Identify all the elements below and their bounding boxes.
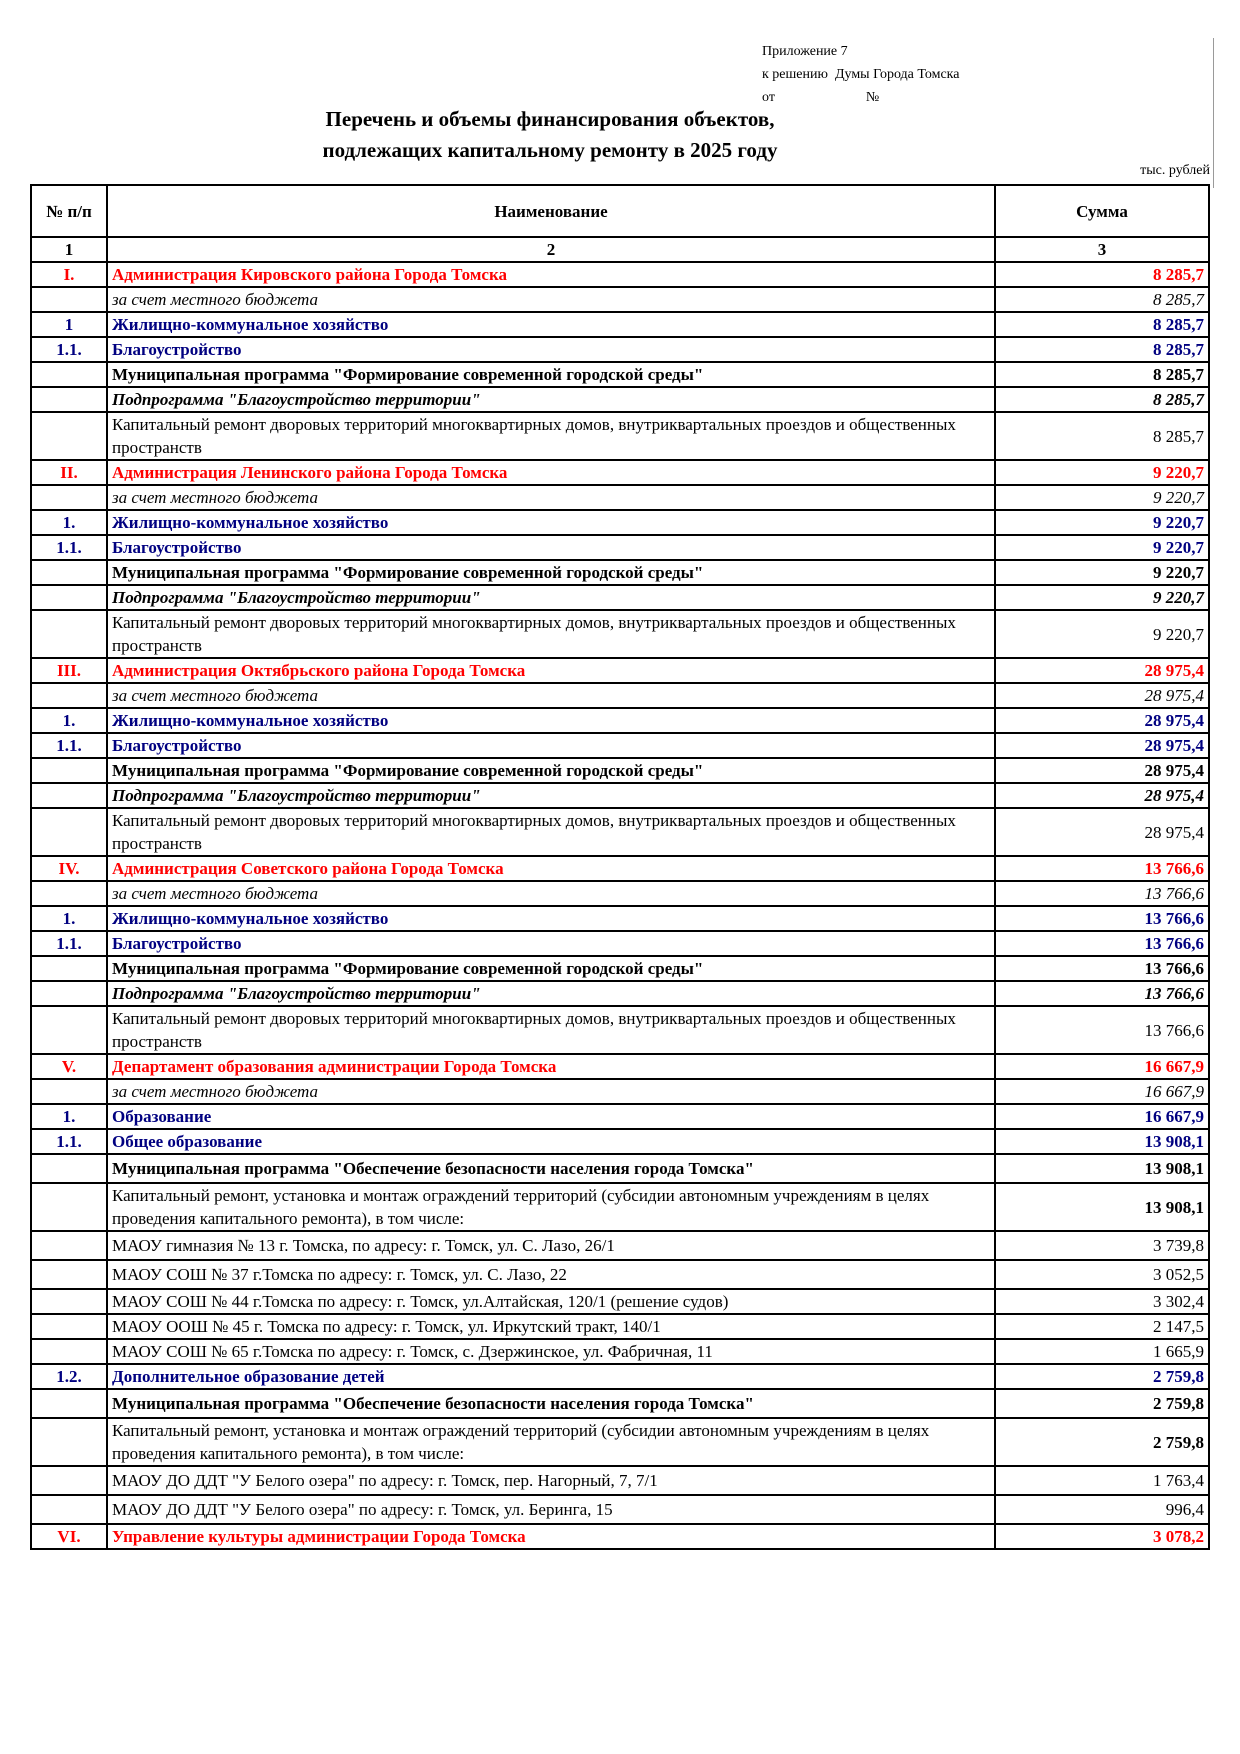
table-row xyxy=(31,485,1209,510)
row-name: Подпрограмма "Благоустройство территории" xyxy=(107,585,995,610)
row-sum: 13 908,1 xyxy=(995,1129,1209,1154)
row-name: МАОУ СОШ № 44 г.Томска по адресу: г. Томск, ул.Алтайская, 120/1 (решение судов) xyxy=(107,1289,995,1314)
row-sum: 8 285,7 xyxy=(995,337,1209,362)
row-name: Муниципальная программа "Формирование современной городской среды" xyxy=(107,758,995,783)
row-number xyxy=(31,881,107,906)
row-name: за счет местного бюджета xyxy=(107,683,995,708)
row-number xyxy=(31,362,107,387)
row-sum: 13 766,6 xyxy=(995,856,1209,881)
row-name: Капитальный ремонт, установка и монтаж ограждений территорий (субсидии автономным учреждениям в целях проведения капитального ремонта), в том числе: xyxy=(107,1183,995,1231)
row-name: Департамент образования администрации Города Томска xyxy=(107,1054,995,1079)
row-name: Благоустройство xyxy=(107,535,995,560)
row-sum: 2 759,8 xyxy=(995,1389,1209,1418)
row-name: Администрация Советского района Города Томска xyxy=(107,856,995,881)
row-name: Администрация Ленинского района Города Томска xyxy=(107,460,995,485)
row-name: Жилищно-коммунальное хозяйство xyxy=(107,906,995,931)
row-number xyxy=(31,683,107,708)
row-number xyxy=(31,1006,107,1054)
table-row xyxy=(31,1260,1209,1289)
table-row xyxy=(31,1154,1209,1183)
row-name: за счет местного бюджета xyxy=(107,485,995,510)
row-name: Общее образование xyxy=(107,1129,995,1154)
table-row xyxy=(31,362,1209,387)
row-sum: 9 220,7 xyxy=(995,485,1209,510)
row-number xyxy=(31,387,107,412)
table-row xyxy=(31,1314,1209,1339)
row-number: IV. xyxy=(31,856,107,881)
row-sum: 13 908,1 xyxy=(995,1183,1209,1231)
row-name: Капитальный ремонт, установка и монтаж ограждений территорий (субсидии автономным учреждениям в целях проведения капитального ремонта), в том числе: xyxy=(107,1418,995,1466)
row-sum: 16 667,9 xyxy=(995,1079,1209,1104)
table-row xyxy=(31,1006,1209,1054)
table-row xyxy=(31,1129,1209,1154)
table-row xyxy=(31,460,1209,485)
row-name: МАОУ СОШ № 37 г.Томска по адресу: г. Томск, ул. С. Лазо, 22 xyxy=(107,1260,995,1289)
title-line-2: подлежащих капитальному ремонту в 2025 году xyxy=(322,138,778,162)
table-row xyxy=(31,658,1209,683)
row-sum: 1 763,4 xyxy=(995,1466,1209,1495)
table-row xyxy=(31,1183,1209,1231)
row-number: 1. xyxy=(31,906,107,931)
row-name: Управление культуры администрации Города Томска xyxy=(107,1524,995,1549)
row-name: Муниципальная программа "Формирование современной городской среды" xyxy=(107,362,995,387)
row-number xyxy=(31,560,107,585)
row-number xyxy=(31,956,107,981)
annex-line-1: Приложение 7 xyxy=(762,44,848,59)
row-sum: 28 975,4 xyxy=(995,758,1209,783)
table-row xyxy=(31,1339,1209,1364)
row-name: Муниципальная программа "Обеспечение безопасности населения города Томска" xyxy=(107,1389,995,1418)
row-name: Администрация Октябрьского района Города Томска xyxy=(107,658,995,683)
row-number: 1. xyxy=(31,708,107,733)
row-number xyxy=(31,287,107,312)
table-row xyxy=(31,312,1209,337)
row-number xyxy=(31,1314,107,1339)
table-row xyxy=(31,560,1209,585)
row-name: Жилищно-коммунальное хозяйство xyxy=(107,312,995,337)
table-row xyxy=(31,1524,1209,1549)
row-name: Благоустройство xyxy=(107,337,995,362)
row-sum: 9 220,7 xyxy=(995,460,1209,485)
row-number xyxy=(31,485,107,510)
row-name: Подпрограмма "Благоустройство территории" xyxy=(107,981,995,1006)
row-sum: 16 667,9 xyxy=(995,1054,1209,1079)
row-name: МАОУ гимназия № 13 г. Томска, по адресу: г. Томск, ул. С. Лазо, 26/1 xyxy=(107,1231,995,1260)
row-number xyxy=(31,1389,107,1418)
table-row xyxy=(31,262,1209,287)
row-sum: 9 220,7 xyxy=(995,560,1209,585)
row-name: Муниципальная программа "Обеспечение безопасности населения города Томска" xyxy=(107,1154,995,1183)
row-number: 1.1. xyxy=(31,535,107,560)
row-sum: 3 739,8 xyxy=(995,1231,1209,1260)
row-sum: 3 052,5 xyxy=(995,1260,1209,1289)
row-name: МАОУ ООШ № 45 г. Томска по адресу: г. Томск, ул. Иркутский тракт, 140/1 xyxy=(107,1314,995,1339)
row-sum: 13 766,6 xyxy=(995,956,1209,981)
row-sum: 1 665,9 xyxy=(995,1339,1209,1364)
row-sum: 2 759,8 xyxy=(995,1418,1209,1466)
table-row xyxy=(31,783,1209,808)
table-row xyxy=(31,1231,1209,1260)
row-name: Подпрограмма "Благоустройство территории" xyxy=(107,783,995,808)
row-sum: 28 975,4 xyxy=(995,808,1209,856)
row-number: I. xyxy=(31,262,107,287)
row-sum: 28 975,4 xyxy=(995,658,1209,683)
column-number-row xyxy=(31,237,1209,262)
table-row xyxy=(31,412,1209,460)
row-name: Муниципальная программа "Формирование современной городской среды" xyxy=(107,560,995,585)
table-row xyxy=(31,856,1209,881)
row-sum: 996,4 xyxy=(995,1495,1209,1524)
row-number: 1. xyxy=(31,510,107,535)
row-name: МАОУ СОШ № 65 г.Томска по адресу: г. Томск, с. Дзержинское, ул. Фабричная, 11 xyxy=(107,1339,995,1364)
row-number xyxy=(31,783,107,808)
row-number xyxy=(31,1154,107,1183)
title-line-1: Перечень и объемы финансирования объектов, xyxy=(325,107,775,131)
header-name: Наименование xyxy=(107,185,995,237)
table-row xyxy=(31,387,1209,412)
table-row xyxy=(31,708,1209,733)
row-number xyxy=(31,1183,107,1231)
row-number: 1.1. xyxy=(31,337,107,362)
column-number-2: 2 xyxy=(107,237,995,262)
row-number xyxy=(31,1466,107,1495)
table-row xyxy=(31,1389,1209,1418)
table-row xyxy=(31,1466,1209,1495)
financing-table xyxy=(30,184,1210,1550)
row-number xyxy=(31,1231,107,1260)
row-sum: 3 078,2 xyxy=(995,1524,1209,1549)
row-number: 1. xyxy=(31,1104,107,1129)
row-number xyxy=(31,412,107,460)
row-sum: 9 220,7 xyxy=(995,585,1209,610)
table-row xyxy=(31,510,1209,535)
row-sum: 9 220,7 xyxy=(995,535,1209,560)
annex-reference xyxy=(762,40,960,109)
table-row xyxy=(31,733,1209,758)
row-sum: 13 766,6 xyxy=(995,981,1209,1006)
row-number: 1.1. xyxy=(31,931,107,956)
header-number: № п/п xyxy=(31,185,107,237)
row-name: Подпрограмма "Благоустройство территории" xyxy=(107,387,995,412)
table-row xyxy=(31,610,1209,658)
row-number xyxy=(31,585,107,610)
row-sum: 8 285,7 xyxy=(995,412,1209,460)
row-sum: 13 766,6 xyxy=(995,931,1209,956)
row-number: VI. xyxy=(31,1524,107,1549)
row-name: МАОУ ДО ДДТ "У Белого озера" по адресу: г. Томск, ул. Беринга, 15 xyxy=(107,1495,995,1524)
table-row xyxy=(31,1364,1209,1389)
row-number xyxy=(31,808,107,856)
row-sum: 8 285,7 xyxy=(995,362,1209,387)
row-name: Администрация Кировского района Города Томска xyxy=(107,262,995,287)
row-sum: 9 220,7 xyxy=(995,610,1209,658)
row-sum: 3 302,4 xyxy=(995,1289,1209,1314)
column-number-3: 3 xyxy=(995,237,1209,262)
table-row xyxy=(31,881,1209,906)
row-sum: 13 766,6 xyxy=(995,881,1209,906)
row-number xyxy=(31,1289,107,1314)
table-row xyxy=(31,585,1209,610)
table-row xyxy=(31,808,1209,856)
row-number: 1.1. xyxy=(31,733,107,758)
column-number-1: 1 xyxy=(31,237,107,262)
row-name: Благоустройство xyxy=(107,733,995,758)
row-name: МАОУ ДО ДДТ "У Белого озера" по адресу: г. Томск, пер. Нагорный, 7, 7/1 xyxy=(107,1466,995,1495)
row-sum: 9 220,7 xyxy=(995,510,1209,535)
row-name: Дополнительное образование детей xyxy=(107,1364,995,1389)
row-number: 1 xyxy=(31,312,107,337)
row-name: Капитальный ремонт дворовых территорий многоквартирных домов, внутриквартальных проездов и общественных пространств xyxy=(107,412,995,460)
row-name: Муниципальная программа "Формирование современной городской среды" xyxy=(107,956,995,981)
table-header-row xyxy=(31,185,1209,237)
table-row xyxy=(31,1104,1209,1129)
row-sum: 13 766,6 xyxy=(995,1006,1209,1054)
row-name: за счет местного бюджета xyxy=(107,881,995,906)
table-row xyxy=(31,906,1209,931)
row-sum: 8 285,7 xyxy=(995,387,1209,412)
page-edge-line xyxy=(1213,38,1214,188)
row-number: V. xyxy=(31,1054,107,1079)
row-sum: 2 147,5 xyxy=(995,1314,1209,1339)
table-row xyxy=(31,931,1209,956)
row-name: Образование xyxy=(107,1104,995,1129)
row-number xyxy=(31,1339,107,1364)
row-number xyxy=(31,1260,107,1289)
row-number: III. xyxy=(31,658,107,683)
units-label: тыс. рублей xyxy=(1140,163,1210,178)
row-number: II. xyxy=(31,460,107,485)
table-row xyxy=(31,1054,1209,1079)
row-name: Капитальный ремонт дворовых территорий многоквартирных домов, внутриквартальных проездов и общественных пространств xyxy=(107,1006,995,1054)
row-sum: 28 975,4 xyxy=(995,683,1209,708)
annex-line-2: к решению Думы Города Томска xyxy=(762,67,960,82)
row-name: Жилищно-коммунальное хозяйство xyxy=(107,708,995,733)
table-row xyxy=(31,1289,1209,1314)
row-name: Капитальный ремонт дворовых территорий многоквартирных домов, внутриквартальных проездов и общественных пространств xyxy=(107,610,995,658)
row-number xyxy=(31,758,107,783)
table-row xyxy=(31,981,1209,1006)
table-row xyxy=(31,287,1209,312)
row-number xyxy=(31,1495,107,1524)
row-sum: 28 975,4 xyxy=(995,783,1209,808)
row-name: Жилищно-коммунальное хозяйство xyxy=(107,510,995,535)
table-row xyxy=(31,956,1209,981)
row-sum: 8 285,7 xyxy=(995,262,1209,287)
annex-line-3: от № xyxy=(762,90,880,105)
table-row xyxy=(31,758,1209,783)
row-name: Капитальный ремонт дворовых территорий многоквартирных домов, внутриквартальных проездов и общественных пространств xyxy=(107,808,995,856)
row-sum: 13 908,1 xyxy=(995,1154,1209,1183)
row-sum: 13 766,6 xyxy=(995,906,1209,931)
header-sum: Сумма xyxy=(995,185,1209,237)
row-sum: 28 975,4 xyxy=(995,733,1209,758)
table-row xyxy=(31,1495,1209,1524)
row-sum: 2 759,8 xyxy=(995,1364,1209,1389)
row-sum: 8 285,7 xyxy=(995,312,1209,337)
row-name: за счет местного бюджета xyxy=(107,287,995,312)
row-name: за счет местного бюджета xyxy=(107,1079,995,1104)
row-sum: 8 285,7 xyxy=(995,287,1209,312)
row-number xyxy=(31,1079,107,1104)
table-row xyxy=(31,683,1209,708)
table-row xyxy=(31,1418,1209,1466)
row-number: 1.2. xyxy=(31,1364,107,1389)
row-number xyxy=(31,1418,107,1466)
row-sum: 16 667,9 xyxy=(995,1104,1209,1129)
row-sum: 28 975,4 xyxy=(995,708,1209,733)
table-row xyxy=(31,1079,1209,1104)
row-number xyxy=(31,981,107,1006)
document-title xyxy=(0,104,1100,166)
row-number xyxy=(31,610,107,658)
table-row xyxy=(31,337,1209,362)
table-row xyxy=(31,535,1209,560)
row-name: Благоустройство xyxy=(107,931,995,956)
row-number: 1.1. xyxy=(31,1129,107,1154)
